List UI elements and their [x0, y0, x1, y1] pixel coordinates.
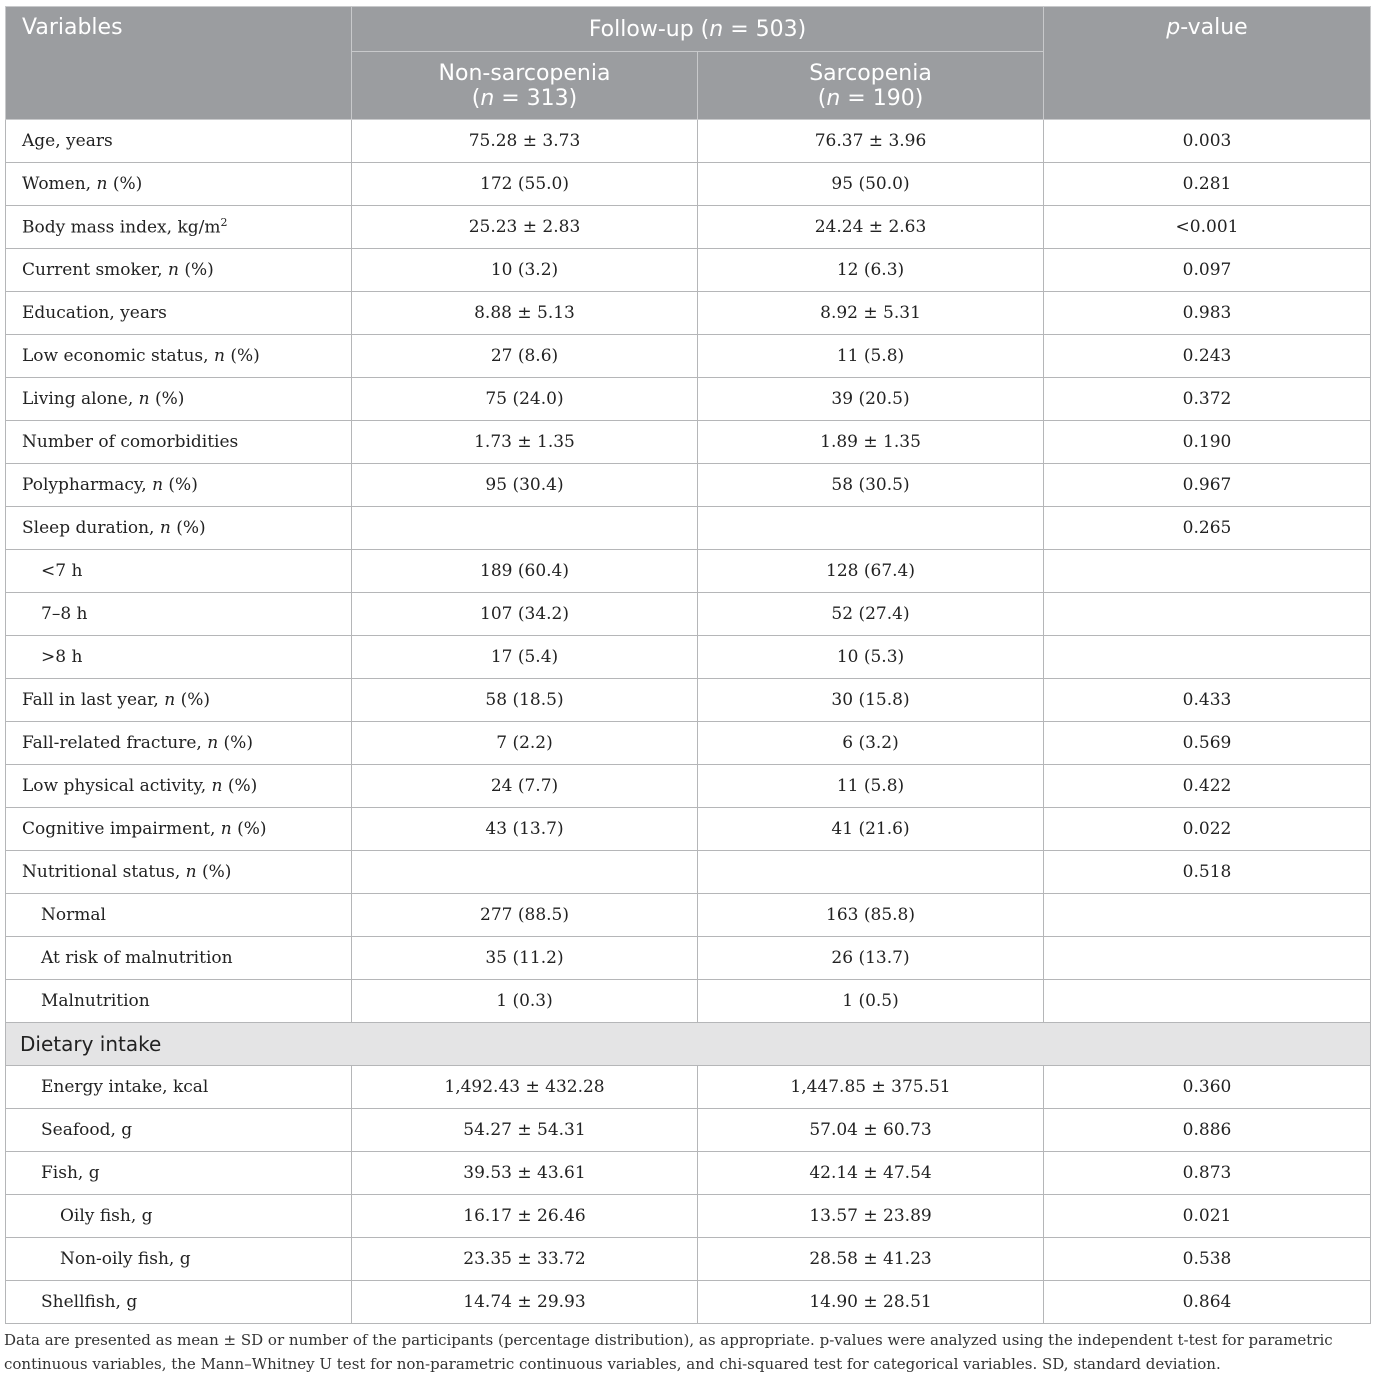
row-label: 7–8 h	[6, 593, 352, 636]
cell-sarcopenia: 6 (3.2)	[698, 722, 1044, 765]
cell-sarcopenia	[698, 851, 1044, 894]
cell-sarcopenia: 28.58 ± 41.23	[698, 1238, 1044, 1281]
cell-pvalue: 0.983	[1044, 292, 1371, 335]
cell-pvalue: 0.372	[1044, 378, 1371, 421]
table-row	[6, 937, 1371, 980]
cell-non-sarcopenia: 43 (13.7)	[352, 808, 698, 851]
row-label: At risk of malnutrition	[6, 937, 352, 980]
cell-pvalue: 0.265	[1044, 507, 1371, 550]
cell-sarcopenia: 95 (50.0)	[698, 163, 1044, 206]
row-label: Normal	[6, 894, 352, 937]
cell-non-sarcopenia: 10 (3.2)	[352, 249, 698, 292]
section-row	[6, 1023, 1371, 1066]
cell-sarcopenia: 11 (5.8)	[698, 335, 1044, 378]
row-label: Education, years	[6, 292, 352, 335]
cell-non-sarcopenia	[352, 851, 698, 894]
section-label: Dietary intake	[6, 1023, 1371, 1066]
cell-non-sarcopenia: 16.17 ± 26.46	[352, 1195, 698, 1238]
cell-pvalue: 0.360	[1044, 1066, 1371, 1109]
cell-non-sarcopenia: 95 (30.4)	[352, 464, 698, 507]
row-label: Polypharmacy, n (%)	[6, 464, 352, 507]
table-row	[6, 163, 1371, 206]
table-row	[6, 249, 1371, 292]
row-label: Fish, g	[6, 1152, 352, 1195]
cell-sarcopenia: 57.04 ± 60.73	[698, 1109, 1044, 1152]
row-label: Seafood, g	[6, 1109, 352, 1152]
table-row	[6, 335, 1371, 378]
cell-non-sarcopenia: 27 (8.6)	[352, 335, 698, 378]
cell-sarcopenia: 39 (20.5)	[698, 378, 1044, 421]
cell-sarcopenia: 52 (27.4)	[698, 593, 1044, 636]
table-row	[6, 894, 1371, 937]
cell-non-sarcopenia: 23.35 ± 33.72	[352, 1238, 698, 1281]
row-label: Low physical activity, n (%)	[6, 765, 352, 808]
table-row	[6, 980, 1371, 1023]
cell-sarcopenia: 1 (0.5)	[698, 980, 1044, 1023]
table-row	[6, 292, 1371, 335]
row-label: Fall in last year, n (%)	[6, 679, 352, 722]
row-label: Women, n (%)	[6, 163, 352, 206]
cell-non-sarcopenia: 25.23 ± 2.83	[352, 206, 698, 249]
header-non-sarcopenia: Non-sarcopenia (n = 313)	[352, 52, 698, 120]
cell-pvalue: 0.243	[1044, 335, 1371, 378]
cell-sarcopenia: 14.90 ± 28.51	[698, 1281, 1044, 1324]
cell-sarcopenia: 76.37 ± 3.96	[698, 120, 1044, 163]
table-row	[6, 550, 1371, 593]
cell-pvalue: 0.873	[1044, 1152, 1371, 1195]
cell-non-sarcopenia: 1 (0.3)	[352, 980, 698, 1023]
table-row	[6, 421, 1371, 464]
table-body	[6, 120, 1371, 1324]
cell-non-sarcopenia: 277 (88.5)	[352, 894, 698, 937]
cell-non-sarcopenia: 1.73 ± 1.35	[352, 421, 698, 464]
cell-non-sarcopenia: 172 (55.0)	[352, 163, 698, 206]
cell-sarcopenia: 1.89 ± 1.35	[698, 421, 1044, 464]
cell-non-sarcopenia: 107 (34.2)	[352, 593, 698, 636]
table-row	[6, 851, 1371, 894]
table-row	[6, 808, 1371, 851]
cell-sarcopenia: 8.92 ± 5.31	[698, 292, 1044, 335]
cell-sarcopenia: 41 (21.6)	[698, 808, 1044, 851]
row-label: Nutritional status, n (%)	[6, 851, 352, 894]
cell-pvalue: 0.569	[1044, 722, 1371, 765]
cell-non-sarcopenia: 54.27 ± 54.31	[352, 1109, 698, 1152]
table-row	[6, 636, 1371, 679]
row-label: Living alone, n (%)	[6, 378, 352, 421]
cell-pvalue: 0.281	[1044, 163, 1371, 206]
table-row	[6, 722, 1371, 765]
header-sarcopenia: Sarcopenia (n = 190)	[698, 52, 1044, 120]
cell-pvalue	[1044, 894, 1371, 937]
cell-non-sarcopenia: 75.28 ± 3.73	[352, 120, 698, 163]
table-row	[6, 464, 1371, 507]
header-followup: Follow-up (n = 503)	[352, 7, 1044, 52]
row-label: <7 h	[6, 550, 352, 593]
table-row	[6, 120, 1371, 163]
cell-non-sarcopenia: 14.74 ± 29.93	[352, 1281, 698, 1324]
characteristics-table	[5, 6, 1371, 1324]
cell-pvalue: 0.022	[1044, 808, 1371, 851]
row-label: Energy intake, kcal	[6, 1066, 352, 1109]
row-label: >8 h	[6, 636, 352, 679]
cell-sarcopenia: 10 (5.3)	[698, 636, 1044, 679]
header-pvalue: p-value	[1044, 7, 1371, 120]
table-row	[6, 765, 1371, 808]
cell-pvalue: 0.422	[1044, 765, 1371, 808]
cell-pvalue: 0.021	[1044, 1195, 1371, 1238]
table-row	[6, 679, 1371, 722]
cell-pvalue	[1044, 550, 1371, 593]
cell-pvalue	[1044, 937, 1371, 980]
header-variables: Variables	[6, 7, 352, 120]
row-label: Non-oily fish, g	[6, 1238, 352, 1281]
row-label: Sleep duration, n (%)	[6, 507, 352, 550]
table-row	[6, 1238, 1371, 1281]
table-row	[6, 206, 1371, 249]
cell-sarcopenia: 128 (67.4)	[698, 550, 1044, 593]
row-label: Current smoker, n (%)	[6, 249, 352, 292]
cell-non-sarcopenia: 75 (24.0)	[352, 378, 698, 421]
cell-sarcopenia: 58 (30.5)	[698, 464, 1044, 507]
row-label: Fall-related fracture, n (%)	[6, 722, 352, 765]
cell-non-sarcopenia: 1,492.43 ± 432.28	[352, 1066, 698, 1109]
cell-non-sarcopenia: 7 (2.2)	[352, 722, 698, 765]
row-label: Cognitive impairment, n (%)	[6, 808, 352, 851]
cell-non-sarcopenia: 24 (7.7)	[352, 765, 698, 808]
row-label: Age, years	[6, 120, 352, 163]
cell-sarcopenia: 24.24 ± 2.63	[698, 206, 1044, 249]
cell-sarcopenia: 42.14 ± 47.54	[698, 1152, 1044, 1195]
cell-pvalue: 0.864	[1044, 1281, 1371, 1324]
table-row	[6, 1066, 1371, 1109]
row-label: Low economic status, n (%)	[6, 335, 352, 378]
table-row	[6, 1152, 1371, 1195]
cell-non-sarcopenia: 8.88 ± 5.13	[352, 292, 698, 335]
cell-sarcopenia: 1,447.85 ± 375.51	[698, 1066, 1044, 1109]
row-label: Shellfish, g	[6, 1281, 352, 1324]
cell-sarcopenia	[698, 507, 1044, 550]
table-row	[6, 378, 1371, 421]
table-row	[6, 593, 1371, 636]
cell-pvalue	[1044, 593, 1371, 636]
cell-non-sarcopenia: 189 (60.4)	[352, 550, 698, 593]
row-label: Malnutrition	[6, 980, 352, 1023]
cell-pvalue	[1044, 980, 1371, 1023]
cell-pvalue: 0.538	[1044, 1238, 1371, 1281]
cell-non-sarcopenia: 58 (18.5)	[352, 679, 698, 722]
cell-pvalue: 0.190	[1044, 421, 1371, 464]
cell-non-sarcopenia: 35 (11.2)	[352, 937, 698, 980]
cell-sarcopenia: 11 (5.8)	[698, 765, 1044, 808]
table-row	[6, 1281, 1371, 1324]
cell-pvalue: 0.097	[1044, 249, 1371, 292]
cell-pvalue: 0.967	[1044, 464, 1371, 507]
table-container	[5, 6, 1370, 1324]
cell-non-sarcopenia: 39.53 ± 43.61	[352, 1152, 698, 1195]
cell-pvalue: 0.433	[1044, 679, 1371, 722]
cell-sarcopenia: 163 (85.8)	[698, 894, 1044, 937]
cell-pvalue: 0.518	[1044, 851, 1371, 894]
table-footnote: Data are presented as mean ± SD or number of the participants (percentage distribution), as appropriate. p-values were analyzed using the independent t-test for parametric continuous variables, the Mann–Whitney U test for non-parametric continuous variables, and chi-squared test for categorical variables. SD, standard deviation.	[4, 1331, 1333, 1373]
cell-pvalue	[1044, 636, 1371, 679]
table-header	[6, 7, 1371, 120]
row-label: Oily fish, g	[6, 1195, 352, 1238]
cell-sarcopenia: 26 (13.7)	[698, 937, 1044, 980]
table-row	[6, 1195, 1371, 1238]
cell-pvalue: 0.886	[1044, 1109, 1371, 1152]
cell-pvalue: 0.003	[1044, 120, 1371, 163]
cell-sarcopenia: 12 (6.3)	[698, 249, 1044, 292]
cell-sarcopenia: 30 (15.8)	[698, 679, 1044, 722]
row-label: Body mass index, $kg/m^2$	[6, 206, 352, 249]
table-row	[6, 1109, 1371, 1152]
cell-pvalue: <0.001	[1044, 206, 1371, 249]
cell-sarcopenia: 13.57 ± 23.89	[698, 1195, 1044, 1238]
row-label: Number of comorbidities	[6, 421, 352, 464]
cell-non-sarcopenia	[352, 507, 698, 550]
table-row	[6, 507, 1371, 550]
cell-non-sarcopenia: 17 (5.4)	[352, 636, 698, 679]
